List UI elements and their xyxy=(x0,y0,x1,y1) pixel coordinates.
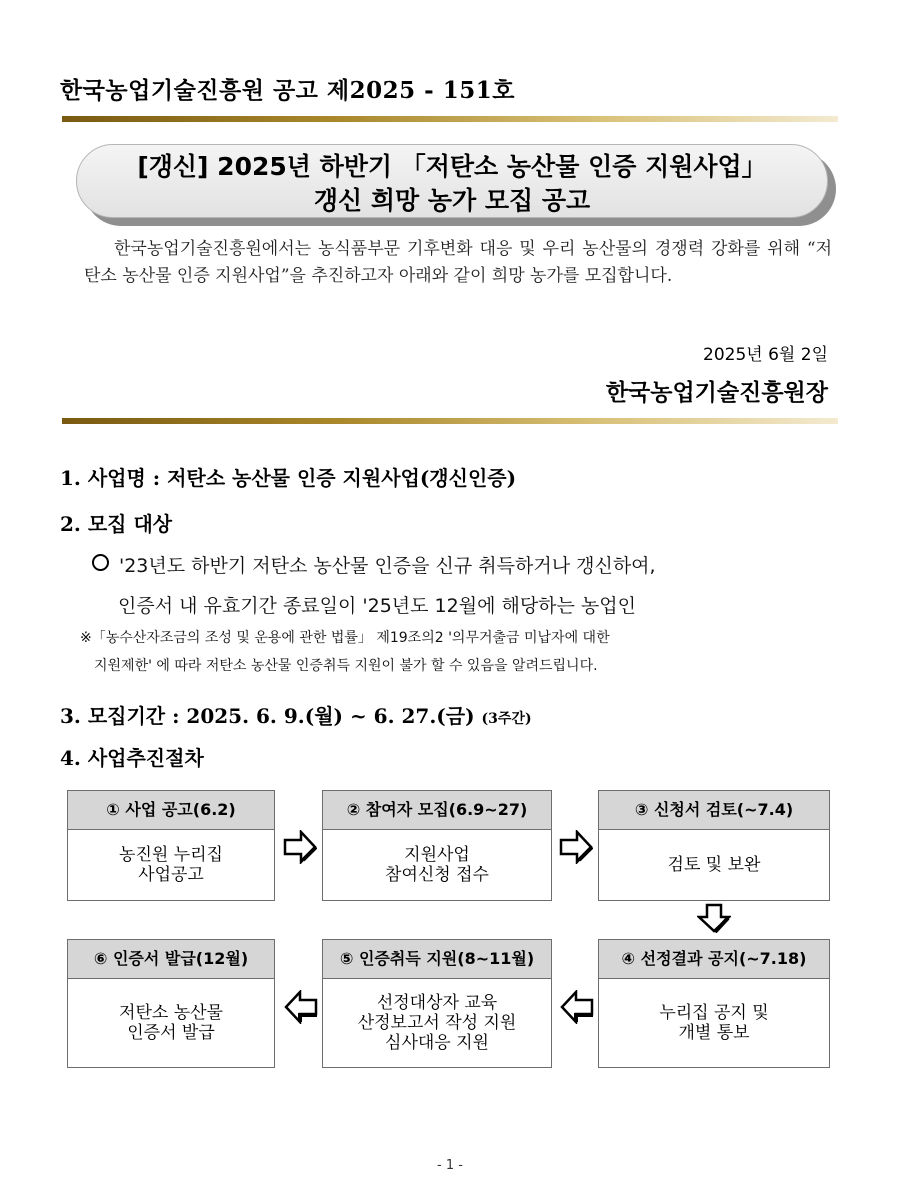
step-6-title: ⑥ 인증서 발급(12월) xyxy=(68,940,274,979)
step-1-body xyxy=(68,830,274,900)
step-4-line-2: 개별 통보 xyxy=(678,1023,750,1043)
step-5-line-3: 심사대응 지원 xyxy=(385,1033,489,1053)
step-6-body xyxy=(68,979,274,1067)
process-step-6 xyxy=(67,939,275,1068)
recruit-period: 3. 모집기간 : 2025. 6. 9.(월) ~ 6. 27.(금) xyxy=(60,704,475,728)
arrow-right-icon xyxy=(559,830,593,864)
step-5-line-1: 선정대상자 교육 xyxy=(376,993,498,1013)
process-step-2 xyxy=(322,790,552,901)
process-step-1 xyxy=(67,790,275,901)
step-3-title: ③ 신청서 검토(~7.4) xyxy=(599,791,829,830)
step-3-body xyxy=(599,830,829,900)
page-number: - 1 - xyxy=(437,1158,463,1173)
section-recruit-target: 2. 모집 대상 xyxy=(60,512,173,536)
notice-number: 한국농업기술진흥원 공고 제2025 - 151호 xyxy=(60,77,515,104)
step-4-body xyxy=(599,979,829,1067)
arrow-right-icon xyxy=(283,830,317,864)
step-5-line-2: 산정보고서 작성 지원 xyxy=(357,1013,517,1033)
process-step-4 xyxy=(598,939,830,1068)
step-4-title: ④ 선정결과 공지(~7.18) xyxy=(599,940,829,979)
notice-date: 2025년 6월 2일 xyxy=(703,345,828,365)
title-line-2: 갱신 희망 농가 모집 공고 xyxy=(313,186,591,215)
legal-note xyxy=(80,624,850,680)
note-line-2: 지원제한' 에 따라 저탄소 농산물 인증취득 지원이 불가 할 수 있음을 알려드립니다. xyxy=(94,658,598,674)
title-line-1: [갱신] 2025년 하반기 「저탄소 농산물 인증 지원사업」 xyxy=(137,152,767,181)
step-6-line-2: 인증서 발급 xyxy=(127,1023,215,1043)
step-5-title: ⑤ 인증취득 지원(8~11월) xyxy=(323,940,551,979)
section-recruit-period xyxy=(60,700,532,729)
step-2-line-2: 참여신청 접수 xyxy=(385,865,489,885)
target-description xyxy=(92,546,852,626)
arrow-down-icon xyxy=(697,903,731,933)
step-1-title: ① 사업 공고(6.2) xyxy=(68,791,274,830)
arrow-left-icon xyxy=(284,990,318,1024)
circle-bullet-icon xyxy=(92,554,109,571)
process-step-3 xyxy=(598,790,830,901)
step-6-line-1: 저탄소 농산물 xyxy=(119,1003,223,1023)
step-5-body xyxy=(323,979,551,1067)
intro-text: 한국농업기술진흥원에서는 농식품부문 기후변화 대응 및 우리 농산물의 경쟁력 강화를 위해 “저탄소 농산물 인증 지원사업”을 추진하고자 아래와 같이 희망 농가를 모집합니다. xyxy=(84,239,832,286)
gold-divider-top xyxy=(62,116,838,122)
target-line-2: 인증서 내 유효기간 종료일이 '25년도 12월에 해당하는 농업인 xyxy=(118,595,636,617)
section-process: 4. 사업추진절차 xyxy=(60,746,204,770)
issuer-name: 한국농업기술진흥원장 xyxy=(605,380,828,406)
step-4-line-1: 누리집 공지 및 xyxy=(659,1003,769,1023)
note-line-1: ※「농수산자조금의 조성 및 운용에 관한 법률」 제19조의2 '의무거출금 미납자에 대한 xyxy=(80,630,610,646)
step-3-line-1: 검토 및 보완 xyxy=(667,855,761,875)
process-step-5 xyxy=(322,939,552,1068)
target-line-1: '23년도 하반기 저탄소 농산물 인증을 신규 취득하거나 갱신하여, xyxy=(119,555,656,577)
recruit-duration: (3주간) xyxy=(481,711,532,727)
gold-divider-bottom xyxy=(62,418,838,424)
intro-paragraph xyxy=(84,236,832,290)
step-1-line-1: 농진원 누리집 xyxy=(119,845,223,865)
step-2-line-1: 지원사업 xyxy=(404,845,470,865)
step-2-body xyxy=(323,830,551,900)
step-2-title: ② 참여자 모집(6.9~27) xyxy=(323,791,551,830)
section-project-name: 1. 사업명 : 저탄소 농산물 인증 지원사업(갱신인증) xyxy=(60,466,517,490)
step-1-line-2: 사업공고 xyxy=(138,865,204,885)
arrow-left-icon xyxy=(560,990,594,1024)
